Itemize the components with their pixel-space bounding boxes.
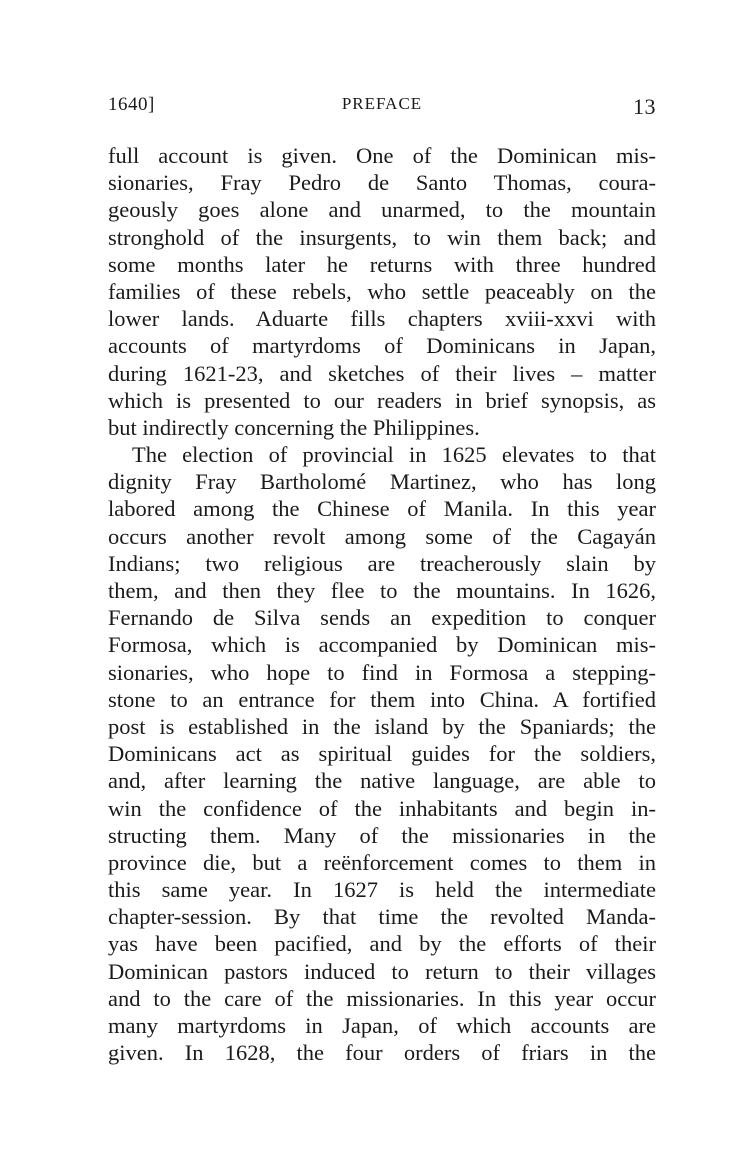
text-line: dignity Fray Bartholomé Martinez, who has long (108, 469, 656, 495)
text-line: structing them. Many of the missionaries in the (108, 822, 656, 848)
running-head (108, 94, 656, 120)
text-line: province die, but a reënforcement comes to them in (108, 849, 656, 875)
text-line: them, and then they flee to the mountains. In 1626, (108, 578, 656, 603)
text-line: labored among the Chinese of Manila. In this year (108, 496, 656, 522)
text-line: some months later he returns with three hundred (108, 251, 656, 277)
text-line: which is presented to our readers in brief synopsis, as (108, 387, 656, 413)
text-line: full account is given. One of the Dominican mis- (108, 143, 656, 168)
text-line: win the confidence of the inhabitants and begin in- (108, 795, 656, 821)
text-line: Indians; two religious are treacherously slain by (108, 550, 656, 576)
text-line: accounts of martyrdoms of Dominicans in Japan, (108, 333, 656, 359)
text-line: and to the care of the missionaries. In this year occur (108, 985, 656, 1011)
text-line: this same year. In 1627 is held the intermediate (108, 877, 656, 903)
page-number: 13 (633, 94, 656, 119)
text-line: lower lands. Aduarte fills chapters xviii-xxvi with (108, 306, 656, 332)
text-line: occurs another revolt among some of the Cagayán (108, 523, 656, 549)
text-line: during 1621-23, and sketches of their lives – matter (108, 360, 656, 386)
text-line: but indirectly concerning the Philippines. (108, 414, 480, 440)
text-line: The election of provincial in 1625 elevates to that (132, 442, 656, 468)
body-text (108, 142, 656, 1066)
text-line: given. In 1628, the four orders of friars in the (108, 1040, 656, 1066)
text-line: stone to an entrance for them into China. A fortified (108, 686, 656, 712)
text-line: Dominicans act as spiritual guides for the soldiers, (108, 741, 656, 767)
text-line: families of these rebels, who settle peaceably on the (108, 278, 656, 304)
running-head-title: PREFACE (341, 94, 423, 113)
text-line: sionaries, Fray Pedro de Santo Thomas, coura- (108, 170, 656, 196)
text-line: Fernando de Silva sends an expedition to conquer (108, 605, 656, 631)
text-line: many martyrdoms in Japan, of which accounts are (108, 1013, 656, 1038)
text-line: and, after learning the native language, are able to (108, 768, 656, 794)
text-line: sionaries, who hope to find in Formosa a stepping- (108, 659, 656, 685)
text-line: yas have been pacified, and by the efforts of their (108, 931, 656, 957)
text-line: post is established in the island by the Spaniards; the (108, 713, 656, 739)
text-line: Formosa, which is accompanied by Dominican mis- (108, 632, 656, 658)
text-line: chapter-session. By that time the revolted Manda- (108, 904, 656, 930)
text-line: stronghold of the insurgents, to win them back; and (108, 224, 656, 250)
text-line: Dominican pastors induced to return to their villages (108, 958, 656, 984)
text-line: geously goes alone and unarmed, to the mountain (108, 197, 656, 223)
running-head-year: 1640] (108, 94, 155, 115)
